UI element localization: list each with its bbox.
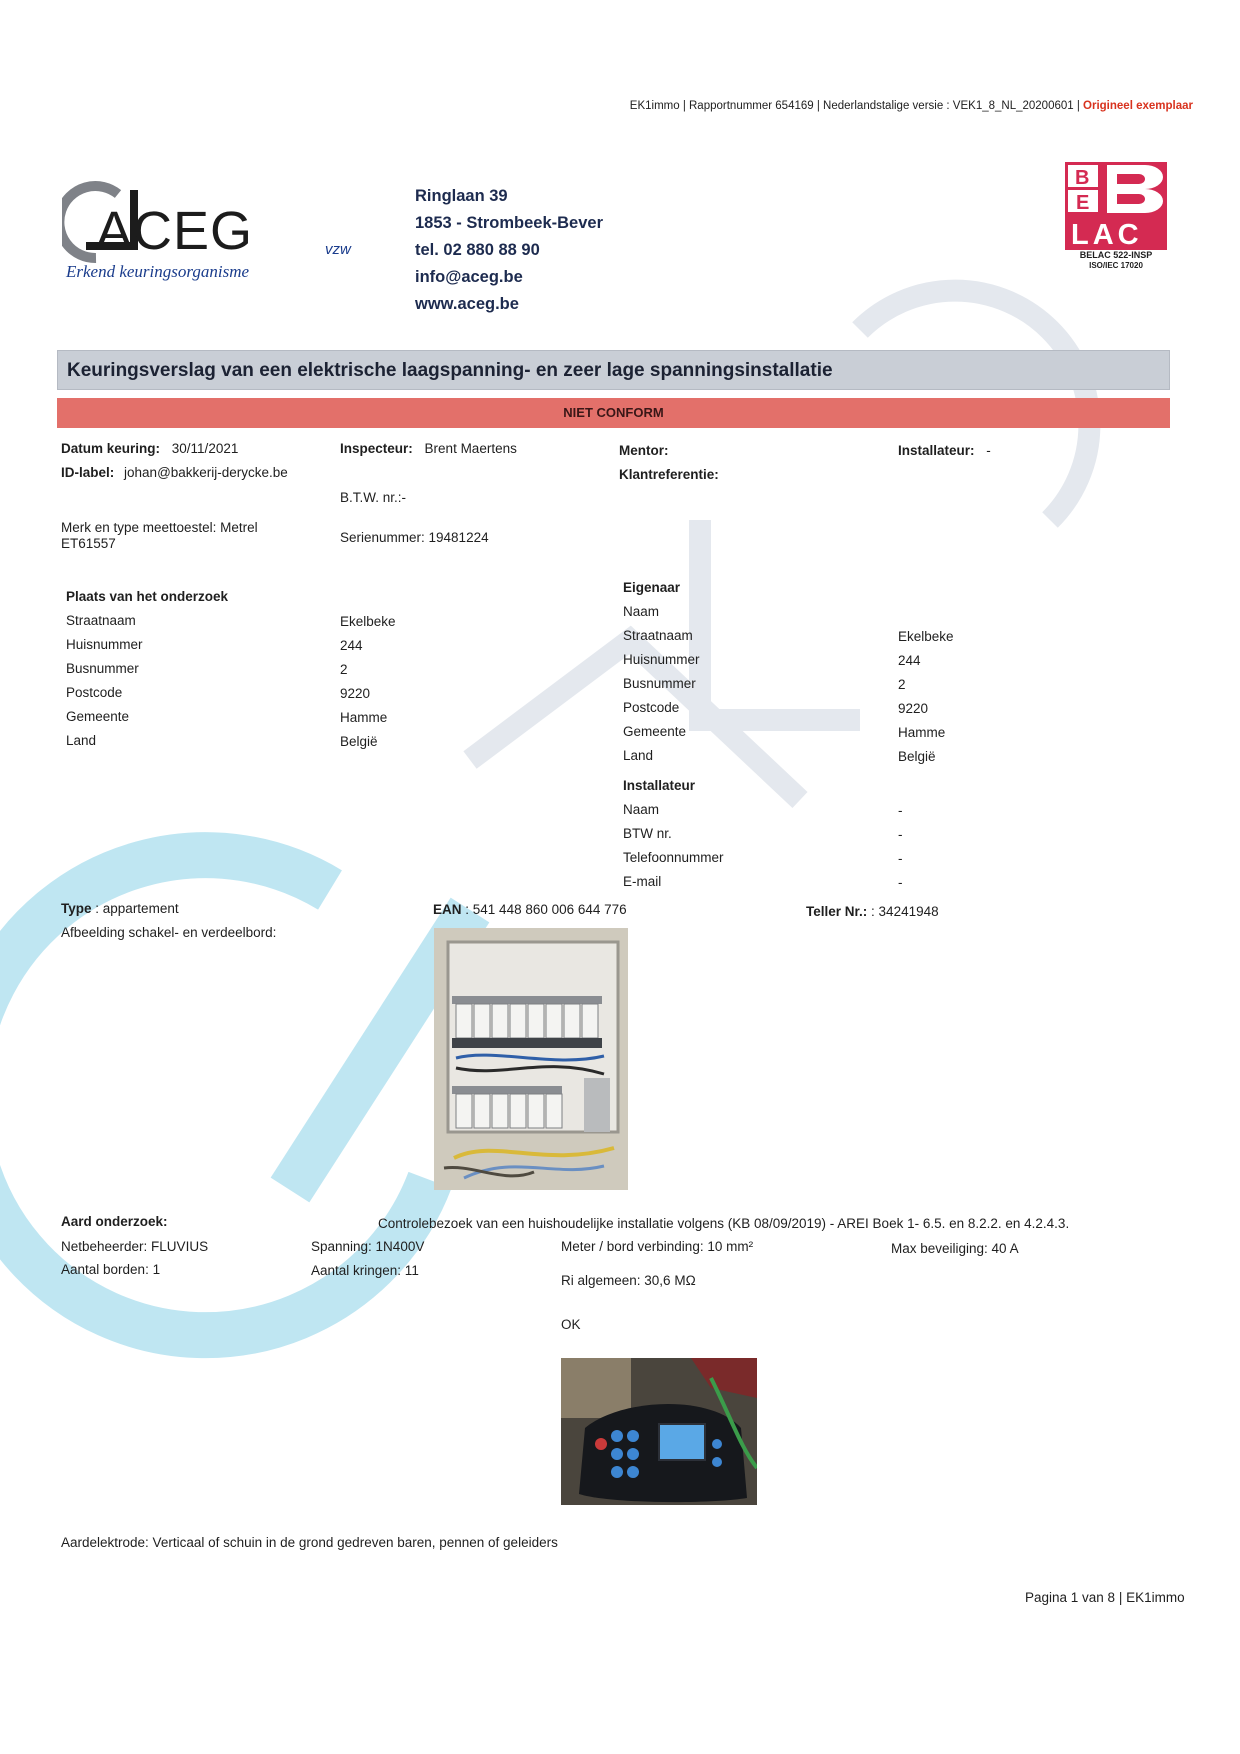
- address-city: 1853 - Strombeek-Bever: [415, 214, 604, 232]
- inspector-label: Inspecteur:: [340, 441, 413, 456]
- measuring-device-photo: [561, 1358, 757, 1505]
- location-row-label: Land: [66, 733, 97, 748]
- board-image-label: Afbeelding schakel- en verdeelbord:: [61, 925, 277, 940]
- owner-row-value: België: [898, 749, 936, 764]
- installer-row-value: -: [898, 875, 903, 890]
- conformity-status: NIET CONFORM: [563, 405, 664, 420]
- installation-type-label: Type: [61, 901, 92, 916]
- measuring-device: [61, 520, 258, 552]
- address-phone: tel. 02 880 88 90: [415, 241, 540, 259]
- inspection-date-row: [61, 441, 238, 456]
- installer-row-value: -: [898, 851, 903, 866]
- belac-caption-number: BELAC 522-INSP: [1079, 250, 1153, 260]
- address-street: Ringlaan 39: [415, 187, 508, 205]
- owner-heading: Eigenaar: [623, 580, 681, 595]
- mentor-label: Mentor:: [619, 443, 669, 458]
- owner-row-label: Naam: [623, 604, 660, 619]
- logo-suffix: vzw: [325, 241, 351, 258]
- location-row-value: Ekelbeke: [340, 614, 396, 629]
- vat-number: B.T.W. nr.:-: [340, 490, 407, 505]
- installation-type-value: : appartement: [95, 901, 179, 916]
- belac-logo-mark: [1065, 162, 1167, 250]
- location-heading: Plaats van het onderzoek: [66, 589, 229, 604]
- location-row-value: Hamme: [340, 710, 388, 725]
- location-row-value: 2: [340, 662, 348, 677]
- id-label-label: ID-label:: [61, 465, 115, 480]
- report-meta-line: [630, 100, 1193, 112]
- meter-board-connection: Meter / bord verbinding: 10 mm²: [561, 1239, 754, 1254]
- owner-row-value: 9220: [898, 701, 929, 716]
- belac-accreditation-logo: [1065, 162, 1167, 250]
- belac-letter-b: B: [1075, 167, 1090, 189]
- installer-row-label: Naam: [623, 802, 660, 817]
- owner-row-value: 244: [898, 653, 921, 668]
- owner-row-label: Straatnaam: [623, 628, 693, 643]
- inspection-date-label: Datum keuring:: [61, 441, 161, 456]
- grid-operator: Netbeheerder: FLUVIUS: [61, 1239, 209, 1254]
- insulation-result: OK: [561, 1317, 581, 1332]
- meter-number-row: [806, 904, 939, 919]
- watermark-e-shape: [700, 520, 860, 720]
- id-label-value: johan@bakkerij-derycke.be: [124, 465, 288, 480]
- installer-heading: Installateur: [623, 778, 696, 793]
- meter-number-label: Teller Nr.:: [806, 904, 868, 919]
- location-row-label: Busnummer: [66, 661, 139, 676]
- owner-row-label: Gemeente: [623, 724, 687, 739]
- installer-row-value: -: [898, 803, 903, 818]
- serial-number: Serienummer: 19481224: [340, 530, 489, 545]
- measuring-device-line1: Merk en type meettoestel: Metrel: [61, 520, 258, 535]
- owner-row-label: Postcode: [623, 700, 680, 715]
- inspection-kind-value: Controlebezoek van een huishoudelijke installatie volgens (KB 08/09/2019) - AREI Boek 1- 6.5. en 8.2.2. en 4.2.4.3.: [378, 1216, 1070, 1231]
- board-count: Aantal borden: 1: [61, 1262, 161, 1277]
- report-meta-text: EK1immo | Rapportnummer 654169 | Nederlandstalige versie : VEK1_8_NL_20200601 |: [629, 100, 1084, 112]
- id-label-row: [61, 465, 288, 480]
- inspector-row: [340, 441, 517, 456]
- circuit-count: Aantal kringen: 11: [311, 1263, 419, 1278]
- inspection-date-value: 30/11/2021: [171, 441, 239, 456]
- logo-tagline: Erkend keuringsorganisme: [66, 262, 250, 281]
- original-copy-label: Origineel exemplaar: [1083, 100, 1193, 112]
- installer-value: -: [986, 443, 991, 458]
- measuring-device-line2: ET61557: [61, 536, 116, 551]
- voltage: Spanning: 1N400V: [311, 1239, 425, 1254]
- installer-row: [898, 443, 991, 458]
- ean-label: EAN: [433, 902, 462, 917]
- location-row-value: België: [340, 734, 378, 749]
- owner-row-label: Huisnummer: [623, 652, 700, 667]
- location-row-label: Postcode: [66, 685, 123, 700]
- switchboard-photo: [434, 928, 628, 1190]
- owner-row-value: Ekelbeke: [898, 629, 954, 644]
- location-row-value: 9220: [340, 686, 371, 701]
- meter-number-value: : 34241948: [871, 904, 939, 919]
- belac-caption-standard: ISO/IEC 17020: [1089, 261, 1143, 270]
- installer-row-value: -: [898, 827, 903, 842]
- location-row-value: 244: [340, 638, 363, 653]
- conformity-status-bar: [57, 398, 1170, 428]
- location-row-label: Gemeente: [66, 709, 130, 724]
- ean-value: : 541 448 860 006 644 776: [465, 902, 627, 917]
- ean-row: [433, 902, 627, 917]
- contact-address-block: [415, 183, 603, 318]
- insulation-resistance: Ri algemeen: 30,6 MΩ: [561, 1273, 696, 1288]
- owner-row-value: Hamme: [898, 725, 946, 740]
- location-row-label: Straatnaam: [66, 613, 136, 628]
- installer-row-label: BTW nr.: [623, 826, 672, 841]
- client-reference-label: Klantreferentie:: [619, 467, 719, 482]
- owner-row-label: Land: [623, 748, 654, 763]
- address-email[interactable]: info@aceg.be: [415, 268, 523, 286]
- location-row-label: Huisnummer: [66, 637, 143, 652]
- page-footer: Pagina 1 van 8 | EK1immo: [1025, 1590, 1185, 1605]
- address-website[interactable]: www.aceg.be: [415, 295, 519, 313]
- installer-row-label: E-mail: [623, 874, 662, 889]
- logo-wordmark: ACEG: [96, 201, 254, 261]
- belac-letters-lac: LAC: [1071, 219, 1143, 250]
- owner-row-label: Busnummer: [623, 676, 696, 691]
- inspector-value: Brent Maertens: [424, 441, 517, 456]
- installation-type-row: [61, 901, 179, 916]
- inspection-kind-label: Aard onderzoek:: [61, 1214, 168, 1229]
- report-title-bar: [57, 350, 1170, 390]
- max-protection: Max beveiliging: 40 A: [891, 1241, 1019, 1256]
- installer-label: Installateur:: [898, 443, 975, 458]
- belac-letter-e: E: [1076, 192, 1090, 214]
- installer-row-label: Telefoonnummer: [623, 850, 724, 865]
- report-title: Keuringsverslag van een elektrische laagspanning- en zeer lage spanningsinstallatie: [67, 360, 833, 381]
- owner-row-value: 2: [898, 677, 906, 692]
- earth-electrode: Aardelektrode: Verticaal of schuin in de grond gedreven baren, pennen of geleiders: [61, 1535, 558, 1550]
